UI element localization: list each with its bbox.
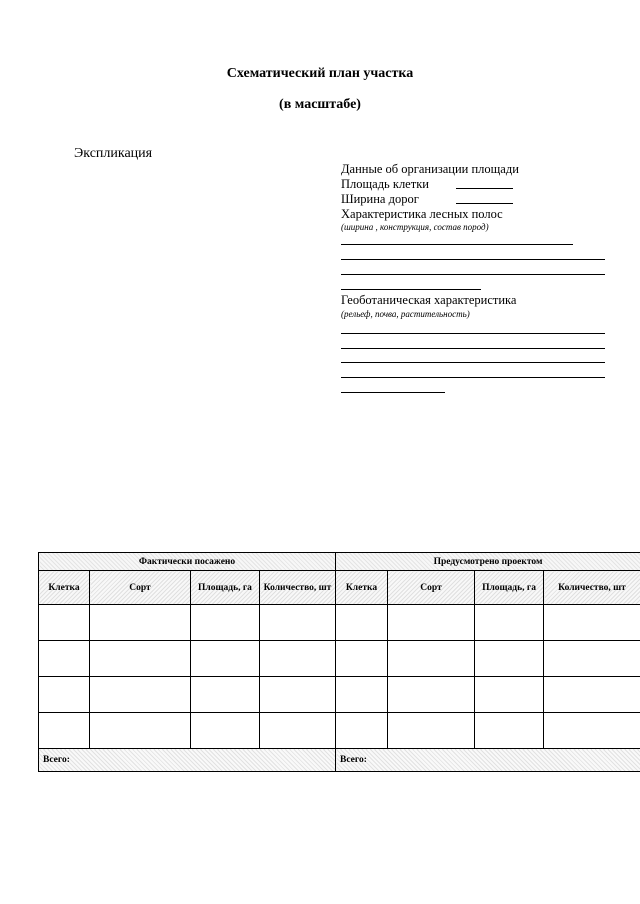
geobotanical-line-4[interactable] — [341, 377, 605, 378]
table-cell[interactable] — [475, 677, 544, 713]
forest-belts-hint: (ширина , конструкция, состав пород) — [341, 222, 489, 232]
forest-belts-label: Характеристика лесных полос — [341, 207, 503, 221]
page-subtitle: (в масштабе) — [279, 97, 361, 112]
table-cell[interactable] — [475, 605, 544, 641]
col-qty-actual: Количество, шт — [260, 571, 336, 605]
table-cell[interactable] — [260, 641, 336, 677]
total-planned: Всего: — [336, 749, 640, 772]
geobotanical-hint: (рельеф, почва, растительность) — [341, 309, 470, 319]
table-row — [39, 605, 640, 641]
table-cell[interactable] — [475, 713, 544, 749]
table-cell[interactable] — [544, 641, 640, 677]
geobotanical-line-2[interactable] — [341, 348, 605, 349]
page-title: Схематический план участка — [226, 66, 414, 81]
road-width-label: Ширина дорог — [341, 192, 419, 206]
table-cell[interactable] — [336, 641, 388, 677]
geobotanical-line-5[interactable] — [341, 392, 445, 393]
col-sort-planned: Сорт — [388, 571, 475, 605]
org-data-heading: Данные об организации площади — [341, 162, 519, 176]
table-cell[interactable] — [388, 605, 475, 641]
table-cell[interactable] — [90, 713, 191, 749]
table-cell[interactable] — [90, 677, 191, 713]
col-area-actual: Площадь, га — [191, 571, 260, 605]
table-cell[interactable] — [336, 677, 388, 713]
table-cell[interactable] — [191, 641, 260, 677]
forest-belts-line-2[interactable] — [341, 259, 605, 260]
table-cell[interactable] — [260, 713, 336, 749]
cell-area-label: Площадь клетки — [341, 177, 429, 191]
col-area-planned: Площадь, га — [475, 571, 544, 605]
table-cell[interactable] — [191, 677, 260, 713]
forest-belts-line-3[interactable] — [341, 274, 605, 275]
table-cell[interactable] — [39, 677, 90, 713]
group-actual-planted: Фактически посажено — [39, 553, 336, 571]
table-cell[interactable] — [260, 677, 336, 713]
table-cell[interactable] — [544, 713, 640, 749]
table-cell[interactable] — [191, 713, 260, 749]
table-cell[interactable] — [90, 641, 191, 677]
table-cell[interactable] — [39, 605, 90, 641]
total-row — [39, 749, 640, 772]
table-cell[interactable] — [260, 605, 336, 641]
geobotanical-line-3[interactable] — [341, 362, 605, 363]
planting-table — [38, 552, 640, 772]
table-cell[interactable] — [336, 713, 388, 749]
geobotanical-line-1[interactable] — [341, 333, 605, 334]
table-cell[interactable] — [388, 677, 475, 713]
group-planned-by-project: Предусмотрено проектом — [336, 553, 640, 571]
forest-belts-line-4[interactable] — [341, 289, 481, 290]
table-cell[interactable] — [39, 641, 90, 677]
total-actual: Всего: — [39, 749, 336, 772]
explication-heading: Экспликация — [74, 146, 153, 161]
table-cell[interactable] — [544, 605, 640, 641]
cell-area-field[interactable] — [456, 188, 513, 189]
table-cell[interactable] — [90, 605, 191, 641]
table-row — [39, 713, 640, 749]
table-cell[interactable] — [544, 677, 640, 713]
table-cell[interactable] — [388, 641, 475, 677]
table-row — [39, 677, 640, 713]
col-qty-planned: Количество, шт — [544, 571, 640, 605]
geobotanical-heading: Геоботаническая характеристика — [341, 293, 517, 307]
table-cell[interactable] — [336, 605, 388, 641]
col-cell-planned: Клетка — [336, 571, 388, 605]
road-width-field[interactable] — [456, 203, 513, 204]
forest-belts-line-1[interactable] — [341, 244, 573, 245]
table-cell[interactable] — [39, 713, 90, 749]
table-row — [39, 641, 640, 677]
table-cell[interactable] — [475, 641, 544, 677]
table-cell[interactable] — [388, 713, 475, 749]
col-cell-actual: Клетка — [39, 571, 90, 605]
col-sort-actual: Сорт — [90, 571, 191, 605]
table-cell[interactable] — [191, 605, 260, 641]
